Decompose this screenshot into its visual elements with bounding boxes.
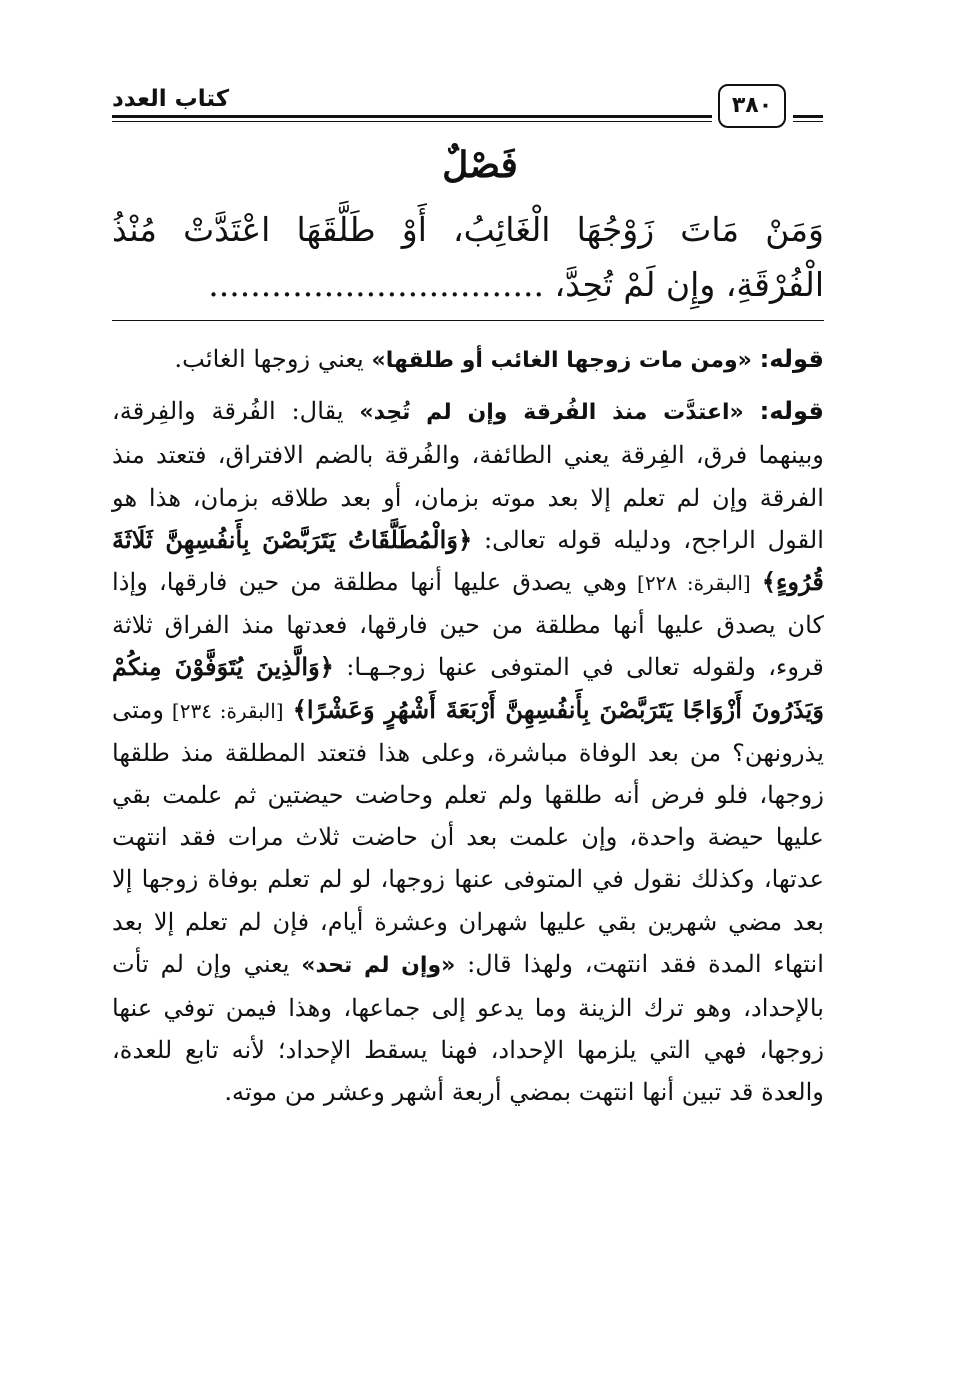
- commentary: [112, 338, 824, 1114]
- commentary-paragraph-1: [112, 338, 824, 382]
- paragraph-label: قوله:: [759, 397, 824, 426]
- header-rule-right-thick: [793, 115, 823, 118]
- paragraph-text: ومتى يذرونهن؟ من بعد الوفاة مباشرة، وعلى هذا فتعتد المطلقة منذ طلقها زوجها، فلو فرض أنه طلقها ولم تعلم وحاضت حيضتين ثم علمت بقي عليها حيضة واحدة، وإن علمت بعد أن حاضت ثلاث مرات فقد انتهت عدتها، وكذلك نقول في المتوفى عنها زوجها، لو لم تعلم بوفاة زوجها إلا بعد مضي شهرين بقي عليها شهران وعشرة أيام، فإن لم تعلم إلا بعد انتهاء المدة فقد انتهت، ولهذا قال:: [112, 695, 824, 978]
- matn-line-1: وَمَنْ مَاتَ زَوْجُهَا الْغَائِبُ، أَوْ طَلَّقَهَا اعْتَدَّتْ مُنْذُ: [112, 210, 824, 249]
- header-rule-right-thin: [793, 121, 823, 122]
- header-rule-thick: [112, 115, 712, 118]
- quran-verse: ﴿وَالْمُطَلَّقَاتُ يَتَرَبَّصْنَ بِأَنفُسِهِنَّ ثَلَاثَةَ قُرُوءٍ﴾: [112, 524, 824, 597]
- verse-reference: [البقرة: ٢٣٤]: [164, 698, 284, 723]
- paragraph-text: يعني وإن لم تأت بالإحداد، وهو ترك الزينة وما يدعو إلى جماعها، وهذا فيمن توفي عنها زوجها، فهي التي يلزمها الإحداد، فهنا يسقط الإحداد؛ لأنه تابع للعدة، والعدة قد تبين أنها انتهت بمضي أربعة أشهر وعشر من موته.: [112, 949, 824, 1107]
- paragraph-text: وهي يصدق عليها أنها مطلقة من حين فارقها، وإذا كان يصدق عليها أنها مطلقة من حين فارقها، فعدتها منذ الفراق ثلاثة قروء، ولقوله تعالى في المتوفى عنها زوجـهـا:: [112, 568, 824, 682]
- matn-quote: «ومن مات زوجها الغائب أو طلقها»: [371, 348, 752, 373]
- commentary-paragraph-2: [112, 390, 824, 1113]
- matn-line-2: [112, 260, 824, 310]
- paragraph-label: قوله:: [759, 345, 824, 373]
- section-heading: فَصْلٌ: [442, 144, 518, 186]
- header-rule-thin: [112, 121, 712, 122]
- matn-line-2-dots: ................................: [208, 265, 544, 304]
- paragraph-text: يقال: الفُرقة والفِرقة، وبينهما فرق، الفِرقة يعني الطائفة، والفُرقة بالضم الافتراق، فتعتد منذ الفرقة وإن لم تعلم إلا بعد موته بزمان، أو بعد طلاقه بزمان، هذا هو القول الراجح، ودليله قوله تعالى:: [112, 397, 825, 554]
- matn-quote: «وإن لم تحد»: [301, 952, 456, 978]
- page-number: ٣٨٠: [718, 84, 786, 128]
- quran-verse: ﴿وَالَّذِينَ يُتَوَفَّوْنَ مِنكُمْ وَيَذَرُونَ أَزْوَاجًا يَتَرَبَّصْنَ بِأَنفُسِهِنَّ أَرْبَعَةَ أَشْهُرٍ وَعَشْرًا﴾: [112, 652, 824, 724]
- running-header-title: كتاب العدد: [112, 86, 230, 112]
- matn-separator: [112, 320, 824, 321]
- verse-reference: [البقرة: ٢٢٨]: [627, 571, 751, 596]
- matn-quote: «اعتدَّت منذ الفُرقة وإن لم تُحِد»: [359, 400, 744, 426]
- paragraph-text: يعني زوجها الغائب.: [174, 345, 364, 373]
- matn-line-2-text: الْفُرْقَةِ، وإِن لَمْ تُحِدَّ،: [554, 265, 824, 304]
